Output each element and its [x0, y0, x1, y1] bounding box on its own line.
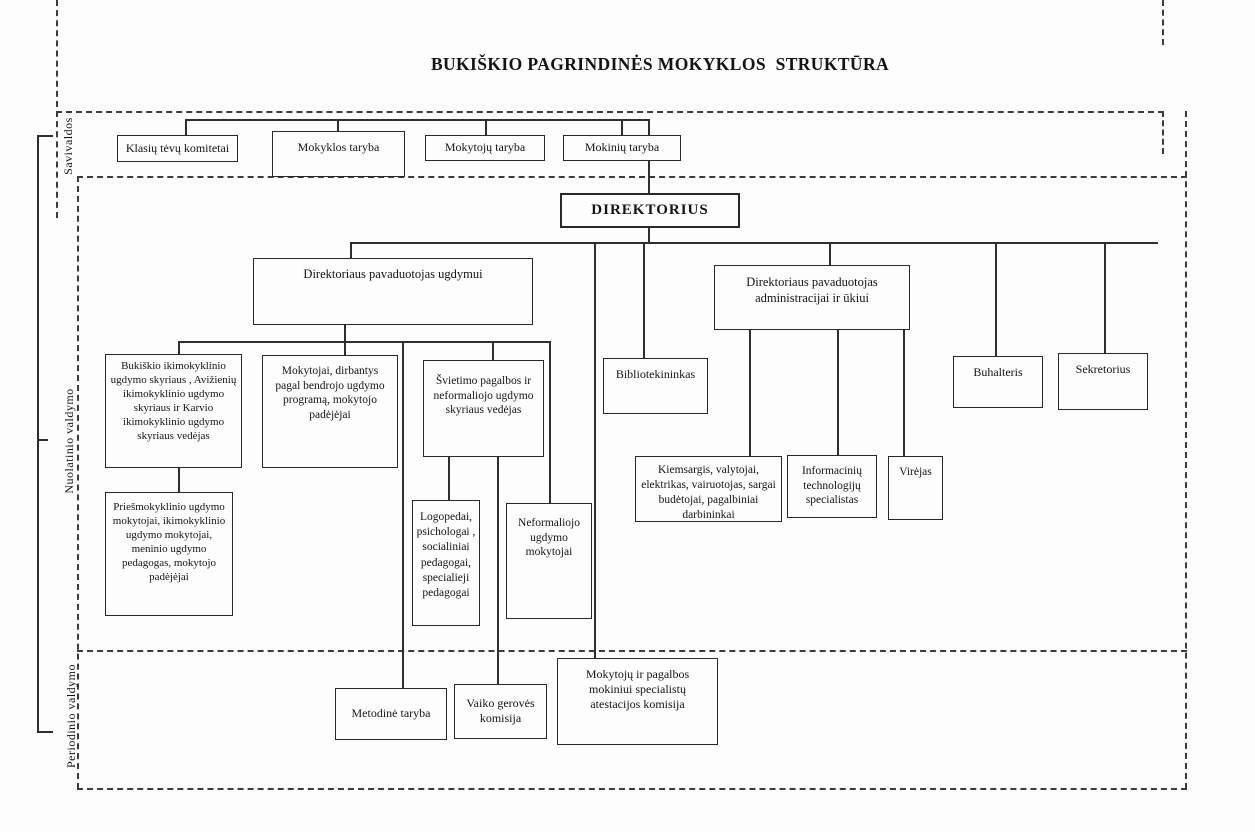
section-label-nuolatinio-valdymo: Nuolatinio valdymo — [62, 388, 76, 494]
region-border-left-top — [56, 0, 58, 218]
node-mokytoju-taryba: Mokytojų taryba — [425, 135, 545, 161]
left-bracket-tick-top — [37, 135, 53, 137]
region-periodinio-top — [77, 650, 1187, 652]
section-label-savivaldos: Savivaldos — [61, 117, 75, 175]
region-savivaldos-top — [56, 111, 1164, 113]
node-mokyklos-taryba: Mokyklos taryba — [272, 131, 405, 177]
node-pavaduotojas-ugdymui: Direktoriaus pavaduotojas ugdymui — [253, 258, 533, 325]
node-klasiu-tevu-komitetai: Klasių tėvų komitetai — [117, 135, 238, 162]
connector-drop-virejas — [903, 329, 905, 457]
node-kiemsargis-grupe: Kiemsargis, valytojai, elektrikas, vairuotojas, sargai budėtojai, pagalbiniai darbininkai — [635, 456, 782, 522]
region-nuolatinio-top — [77, 176, 1187, 178]
node-bibliotekininkas: Bibliotekininkas — [603, 358, 708, 414]
connector-drop-sekretorius — [1104, 242, 1106, 354]
connector-drop-ugdymui — [350, 242, 352, 259]
region-border-right-top — [1162, 0, 1164, 45]
node-mokiniu-taryba: Mokinių taryba — [563, 135, 681, 161]
node-sekretorius: Sekretorius — [1058, 353, 1148, 410]
connector-drop-atestacijos — [594, 242, 596, 659]
node-ikimokyklinio-skyriu-vedejas: Bukiškio ikimokyklinio ugdymo skyriaus , Avižienių ikimokyklinio ugdymo skyriaus ir Karvio ikimokyklinio ugdymo skyriaus vedėjas — [105, 354, 242, 468]
connector-savivaldos-bus — [185, 119, 650, 121]
node-it-specialistas: Informacinių technologijų specialistas — [787, 455, 877, 518]
connector-ugdymui-bus — [178, 341, 550, 343]
node-svietimo-pagalbos-vedejas: Švietimo pagalbos ir neformaliojo ugdymo skyriaus vedėjas — [423, 360, 544, 457]
node-direktorius: DIREKTORIUS — [560, 193, 740, 228]
left-bracket-tick-bottom — [37, 731, 53, 733]
node-metodine-taryba: Metodinė taryba — [335, 688, 447, 740]
left-bracket-line — [37, 135, 39, 733]
node-atestacijos-komisija: Mokytojų ir pagalbos mokiniui specialistų atestacijos komisija — [557, 658, 718, 745]
node-mokytojai-bendrojo: Mokytojai, dirbantys pagal bendrojo ugdymo programą, mokytojo padėjėjai — [262, 355, 398, 468]
node-neformaliojo-mokytojai: Neformaliojo ugdymo mokytojai — [506, 503, 592, 619]
node-buhalteris: Buhalteris — [953, 356, 1043, 408]
connector-svietimo-logopedai — [448, 456, 450, 501]
section-label-periodinio-valdymo: Periodinio valdymo — [64, 664, 78, 768]
node-priesmokyklinio-mokytojai: Priešmokyklinio ugdymo mokytojai, ikimokyklinio ugdymo mokytojai, meninio ugdymo pedagogas, mokytojo padėjėjai — [105, 492, 233, 616]
left-bracket-tick-middle — [37, 439, 48, 441]
connector-drop-mokytojai — [344, 341, 346, 356]
connector-ikimokyklinio-priesmokyklinio — [178, 467, 180, 493]
region-savivaldos-right — [1162, 111, 1164, 154]
region-border-bottom — [77, 788, 1187, 790]
connector-main-bus — [350, 242, 1158, 244]
node-pavaduotojas-administracijai: Direktoriaus pavaduotojas administracijai ir ūkiui — [714, 265, 910, 330]
connector-drop-metodine — [402, 341, 404, 689]
connector-drop-neformaliojo — [549, 341, 551, 504]
connector-drop-bibliotekininkas — [643, 242, 645, 359]
connector-svietimo-vaiko-geroves — [497, 456, 499, 685]
node-vaiko-geroves-komisija: Vaiko gerovės komisija — [454, 684, 547, 739]
node-logopedai: Logopedai, psichologai , socialiniai pedagogai, specialieji pedagogai — [412, 500, 480, 626]
node-virejas: Virėjas — [888, 456, 943, 520]
region-border-right-main — [1185, 111, 1187, 789]
connector-drop-ikimokyklinio — [178, 341, 180, 355]
connector-drop-it-specialistas — [837, 329, 839, 456]
connector-drop-kiemsargis — [749, 329, 751, 457]
page-title: BUKIŠKIO PAGRINDINĖS MOKYKLOS STRUKTŪRA — [430, 54, 890, 74]
connector-drop-svietimo — [492, 341, 494, 361]
connector-drop-buhalteris — [995, 242, 997, 357]
connector-drop-administracijai — [829, 242, 831, 266]
